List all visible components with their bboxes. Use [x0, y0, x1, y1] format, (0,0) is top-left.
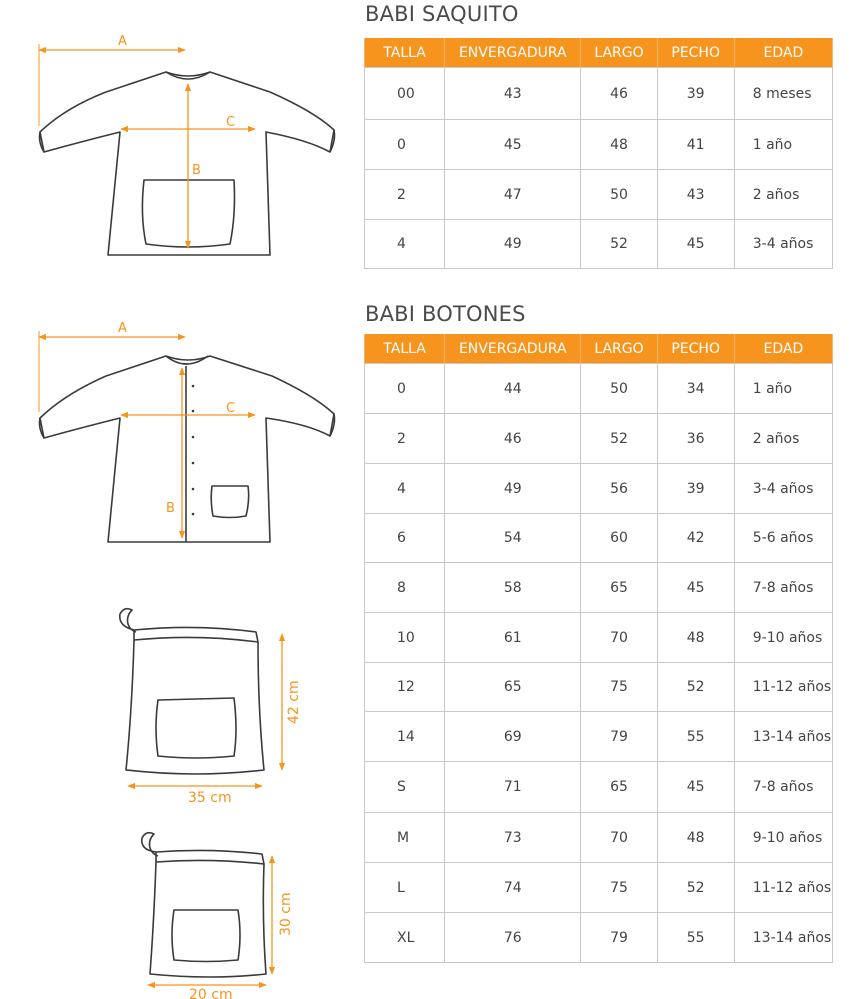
cell-edad: 2 años: [734, 414, 832, 464]
cell-largo: 46: [581, 68, 657, 120]
cell-edad: 9-10 años: [734, 613, 832, 663]
cell-talla: 12: [365, 663, 445, 712]
table-row: [365, 68, 833, 120]
table-row: [365, 762, 833, 813]
botones-buttons: [192, 385, 195, 516]
cell-envergadura: 73: [445, 813, 581, 863]
table-row: [365, 663, 833, 712]
header-talla: TALLA: [365, 334, 445, 364]
table-row: [365, 464, 833, 514]
bag-small-width: 20 cm: [189, 987, 233, 999]
cell-edad: 9-10 años: [734, 813, 832, 863]
cell-largo: 65: [581, 762, 657, 813]
cell-largo: 79: [581, 712, 657, 762]
table-row: [365, 613, 833, 663]
table-row: [365, 563, 833, 613]
dim-label-a: A: [118, 34, 127, 49]
bag-small-height: 30 cm: [278, 892, 294, 936]
botones-title: BABI BOTONES: [365, 302, 526, 326]
cell-largo: 70: [581, 813, 657, 863]
table-row: [365, 863, 833, 913]
cell-largo: 60: [581, 514, 657, 563]
cell-largo: 52: [581, 414, 657, 464]
table-row: [365, 170, 833, 220]
cell-envergadura: 74: [445, 863, 581, 913]
header-envergadura: ENVERGADURA: [445, 334, 581, 364]
cell-envergadura: 44: [445, 364, 581, 414]
cell-talla: 6: [365, 514, 445, 563]
table-row: [365, 514, 833, 563]
cell-pecho: 45: [657, 220, 734, 269]
cell-talla: 00: [365, 68, 445, 120]
cell-envergadura: 46: [445, 414, 581, 464]
botones-smock-drawing: [40, 356, 335, 542]
dim-label-b: B: [192, 163, 201, 178]
cell-largo: 48: [581, 120, 657, 170]
dim-label-c: C: [226, 115, 236, 130]
cell-talla: 8: [365, 563, 445, 613]
cell-pecho: 39: [657, 464, 734, 514]
cell-pecho: 43: [657, 170, 734, 220]
table-header-row: [365, 334, 833, 364]
cell-edad: 13-14 años: [734, 913, 832, 963]
table-row: [365, 712, 833, 762]
table-row: [365, 813, 833, 863]
cell-talla: 14: [365, 712, 445, 762]
saquito-smock-drawing: [40, 72, 335, 255]
dim-label-c: C: [226, 401, 236, 416]
cell-talla: L: [365, 863, 445, 913]
cell-largo: 79: [581, 913, 657, 963]
cell-envergadura: 49: [445, 464, 581, 514]
cell-envergadura: 45: [445, 120, 581, 170]
table-header-row: [365, 38, 833, 68]
cell-largo: 75: [581, 663, 657, 712]
cell-envergadura: 47: [445, 170, 581, 220]
cell-largo: 50: [581, 364, 657, 414]
cell-talla: S: [365, 762, 445, 813]
header-edad: EDAD: [734, 38, 832, 68]
cell-edad: 11-12 años: [734, 863, 832, 913]
table-row: [365, 364, 833, 414]
pocket: [156, 698, 236, 758]
cell-edad: 1 año: [734, 120, 832, 170]
cell-edad: 5-6 años: [734, 514, 832, 563]
saquito-title: BABI SAQUITO: [365, 2, 519, 26]
table-row: [365, 120, 833, 170]
bag-large-width: 35 cm: [188, 790, 232, 806]
cell-edad: 7-8 años: [734, 563, 832, 613]
header-edad: EDAD: [734, 334, 832, 364]
cell-edad: 7-8 años: [734, 762, 832, 813]
cell-talla: 2: [365, 414, 445, 464]
cell-talla: 4: [365, 220, 445, 269]
cell-talla: XL: [365, 913, 445, 963]
cell-pecho: 55: [657, 712, 734, 762]
botones-size-table: [364, 334, 833, 963]
cell-largo: 56: [581, 464, 657, 514]
cell-envergadura: 49: [445, 220, 581, 269]
bag-large-dimensions: [128, 634, 302, 806]
cell-pecho: 42: [657, 514, 734, 563]
cell-edad: 8 meses: [734, 68, 832, 120]
cell-pecho: 41: [657, 120, 734, 170]
cell-envergadura: 65: [445, 663, 581, 712]
cell-largo: 65: [581, 563, 657, 613]
cell-largo: 50: [581, 170, 657, 220]
cell-talla: 4: [365, 464, 445, 514]
dim-label-a: A: [118, 321, 127, 336]
header-pecho: PECHO: [657, 38, 734, 68]
cell-pecho: 48: [657, 613, 734, 663]
cell-envergadura: 71: [445, 762, 581, 813]
bag-small-drawing: [142, 833, 266, 977]
bag-large-drawing: [120, 609, 264, 774]
cell-pecho: 55: [657, 913, 734, 963]
header-pecho: PECHO: [657, 334, 734, 364]
cell-edad: 2 años: [734, 170, 832, 220]
dim-label-b: B: [166, 501, 175, 516]
cell-talla: 0: [365, 120, 445, 170]
cell-pecho: 52: [657, 863, 734, 913]
cell-envergadura: 61: [445, 613, 581, 663]
table-row: [365, 220, 833, 269]
garment-illustrations: [0, 0, 360, 999]
header-largo: LARGO: [581, 38, 657, 68]
cell-envergadura: 54: [445, 514, 581, 563]
cell-edad: 3-4 años: [734, 464, 832, 514]
header-envergadura: ENVERGADURA: [445, 38, 581, 68]
cell-pecho: 45: [657, 762, 734, 813]
pocket: [211, 486, 248, 518]
cell-envergadura: 58: [445, 563, 581, 613]
cell-envergadura: 43: [445, 68, 581, 120]
saquito-size-table: [364, 38, 833, 269]
cell-talla: 10: [365, 613, 445, 663]
cell-pecho: 52: [657, 663, 734, 712]
saquito-dimensions: [39, 34, 255, 248]
table-row: [365, 913, 833, 963]
cell-edad: 3-4 años: [734, 220, 832, 269]
cell-largo: 70: [581, 613, 657, 663]
cell-pecho: 36: [657, 414, 734, 464]
header-talla: TALLA: [365, 38, 445, 68]
pocket: [172, 910, 240, 962]
cell-envergadura: 69: [445, 712, 581, 762]
cell-pecho: 34: [657, 364, 734, 414]
cell-largo: 52: [581, 220, 657, 269]
cell-talla: 2: [365, 170, 445, 220]
cell-pecho: 48: [657, 813, 734, 863]
cell-edad: 11-12 años: [734, 663, 832, 712]
cell-pecho: 45: [657, 563, 734, 613]
botones-dimensions: [39, 321, 255, 538]
cell-edad: 1 año: [734, 364, 832, 414]
cell-envergadura: 76: [445, 913, 581, 963]
cell-largo: 75: [581, 863, 657, 913]
cell-edad: 13-14 años: [734, 712, 832, 762]
bag-large-height: 42 cm: [286, 680, 302, 724]
cell-pecho: 39: [657, 68, 734, 120]
table-row: [365, 414, 833, 464]
header-largo: LARGO: [581, 334, 657, 364]
cell-talla: 0: [365, 364, 445, 414]
cell-talla: M: [365, 813, 445, 863]
